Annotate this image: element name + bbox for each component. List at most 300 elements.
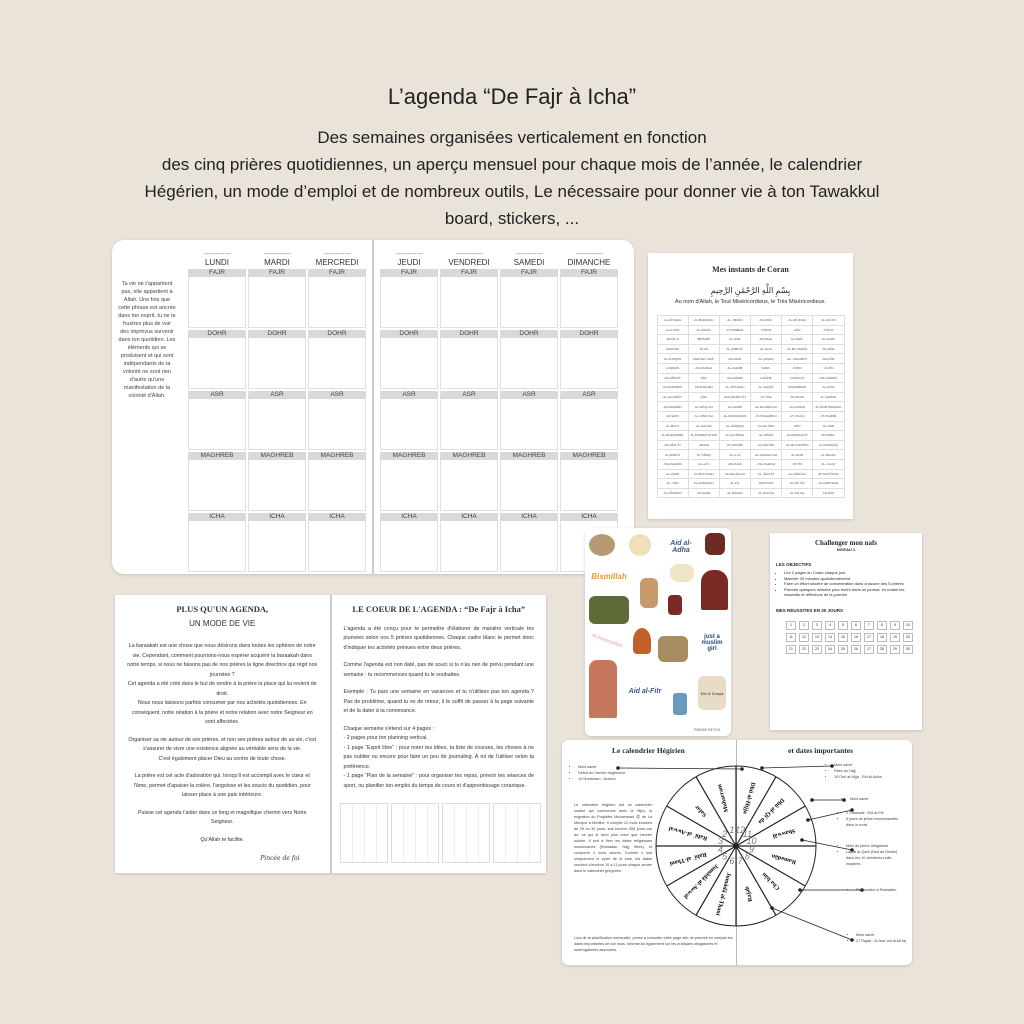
surah-cell[interactable]: MARYAM: [657, 344, 688, 354]
prayer-box[interactable]: [308, 460, 366, 511]
prayer-box[interactable]: [248, 399, 306, 450]
paragraph: Puisse cet agenda t'aider dans ce long et magnifique chemin vers Notre Seigneur.: [137, 809, 307, 825]
intro-title: PLUS QU'UN AGENDA,: [176, 604, 269, 614]
agenda-grid-left: [188, 252, 366, 572]
note: • Rites du Hajj: [834, 768, 898, 774]
prayer-box[interactable]: [188, 399, 246, 450]
month-number: 2: [722, 829, 728, 840]
prayer-box[interactable]: [380, 277, 438, 328]
quran-tracker-page: [648, 253, 853, 519]
prayer-slot: [308, 330, 366, 389]
day-box[interactable]: 7: [864, 621, 874, 630]
day-box[interactable]: 29: [890, 645, 900, 654]
surah-cell[interactable]: QURAYSH: [750, 479, 781, 489]
surah-cell[interactable]: AL-MUṬAFFIFĪN: [782, 440, 813, 450]
dates-title: et dates importantes: [788, 746, 853, 755]
prayer-box[interactable]: [500, 399, 558, 450]
surah-cell[interactable]: HŪD: [782, 325, 813, 335]
surah-cell[interactable]: AṬ-ṬŪR: [750, 392, 781, 402]
surah-cell[interactable]: ASH-SHUʿARĀʾ: [688, 354, 719, 364]
surah-cell[interactable]: AL-ʿANKABŪT: [782, 354, 813, 364]
day-label: SAMEDI: [513, 258, 545, 267]
surah-cell[interactable]: AT-TAWBAH: [719, 325, 750, 335]
surah-cell[interactable]: AL-GHĀSHIYAH: [750, 450, 781, 460]
day-box[interactable]: 12: [799, 633, 809, 642]
surah-cell[interactable]: AL-BAYYINAH: [688, 469, 719, 479]
leader-line: [762, 766, 832, 768]
day-box[interactable]: 22: [799, 645, 809, 654]
prayer-box[interactable]: [308, 277, 366, 328]
day-box[interactable]: 6: [851, 621, 861, 630]
paragraph: Chaque semaine s'étend sur 4 pages : - 2 pages pour ton planning vertical. - 1 page “Esprit libre” : pour noter tes idées, ta liste de courses, les choses à ne pas oublier ou encore pour faire un peu de journaling. À toi de l'utiliser selon ta préférence. - 1 page “Plan de la semaine” : pour organiser tes repas, prévoir tes séances de sport, ou planifier ton emploi du temps de cours et d'apprentissage coranique.: [343, 725, 534, 789]
surah-cell[interactable]: AL-INSHIQĀQ: [813, 440, 844, 450]
incense-burner-sticker: [633, 628, 651, 654]
day-box[interactable]: 5: [838, 621, 848, 630]
leader-dot: [770, 906, 774, 910]
month-number: 3: [718, 836, 724, 847]
day-box[interactable]: 15: [838, 633, 848, 642]
prayer-box[interactable]: [248, 460, 306, 511]
month-number: 8: [744, 851, 750, 862]
surah-cell[interactable]: GHĀFIR: [750, 373, 781, 383]
surah-cell[interactable]: AL-ISRĀʾ: [782, 335, 813, 345]
flower-sticker: [629, 534, 651, 556]
prayer-slot: [500, 391, 558, 450]
day-box[interactable]: 16: [851, 633, 861, 642]
surah-row: [657, 373, 844, 383]
paragraph: La prière est cet acte d'adoration qui, lorsqu'il est accompli avec le cœur et l'âme, permet d'apaiser la colère, l'angoisse et les soucis du quotidien, pour laisser place à une paix intérieure.: [133, 773, 311, 798]
prayer-slot: [380, 452, 438, 511]
surah-cell[interactable]: AL-ḤĀQQAH: [719, 421, 750, 431]
surah-cell[interactable]: AL-QIYĀMAH: [719, 431, 750, 441]
intro-subtitle: UN MODE DE VIE: [189, 618, 256, 628]
prayer-box[interactable]: [560, 460, 618, 511]
surah-cell[interactable]: MUḤAMMAD: [782, 383, 813, 393]
prayer-label: FAJR: [380, 269, 438, 277]
prayer-slot: [500, 513, 558, 572]
prayer-box[interactable]: [380, 460, 438, 511]
prayer-slot: [188, 452, 246, 511]
surah-cell[interactable]: AS-SAJDAH: [688, 363, 719, 373]
surah-cell[interactable]: AL-MUMTAḤANAH: [813, 402, 844, 412]
day-box[interactable]: 14: [825, 633, 835, 642]
day-box[interactable]: 27: [864, 645, 874, 654]
surah-cell[interactable]: AR-RAʿD: [657, 335, 688, 345]
surah-cell[interactable]: AL-AḤZĀB: [719, 363, 750, 373]
prayer-slot: [188, 330, 246, 389]
surah-cell[interactable]: AL-IKHLĀṢ: [750, 488, 781, 498]
surah-cell[interactable]: YŪNUS: [750, 325, 781, 335]
prayer-box[interactable]: [248, 277, 306, 328]
surah-cell[interactable]: AṢ-ṢĀFFĀT: [657, 373, 688, 383]
agenda-grid-right: [380, 252, 618, 572]
prayer-box[interactable]: [380, 399, 438, 450]
surah-cell[interactable]: AL-MULK: [657, 421, 688, 431]
day-box[interactable]: 25: [838, 645, 848, 654]
month-label: Jumâdâ al-Thani: [714, 871, 732, 916]
surah-cell[interactable]: AṬ-ṬĀRIQ: [688, 450, 719, 460]
prayer-label: FAJR: [440, 269, 498, 277]
surah-cell[interactable]: AL-MURSALĀT: [782, 431, 813, 441]
surah-cell[interactable]: AL-JUMUʿAH: [688, 411, 719, 421]
prayer-slot: [440, 269, 498, 328]
surah-row: [657, 383, 844, 393]
surah-cell[interactable]: IBRĀHĪM: [688, 335, 719, 345]
prayer-label: DOHR: [500, 330, 558, 338]
wheel-center: [733, 843, 739, 849]
prayer-slot: [308, 452, 366, 511]
surah-cell[interactable]: AL-MĀʾIDAH: [782, 316, 813, 326]
month-label: Rabîʿ al-Awwal: [668, 824, 709, 841]
surah-cell[interactable]: AL-MASAD: [719, 488, 750, 498]
prayer-box[interactable]: [440, 338, 498, 389]
surah-cell[interactable]: AL-FĀTIḤAH: [657, 316, 688, 326]
surah-cell[interactable]: AL-LAYL: [688, 459, 719, 469]
surah-cell[interactable]: AL-FALAQ: [782, 488, 813, 498]
surah-cell[interactable]: AL-KĀFIRŪN: [657, 488, 688, 498]
sticker-alhamdulillah: Al-Hamdulillah: [590, 632, 624, 650]
surah-cell[interactable]: ṢĀD: [688, 373, 719, 383]
leader-dot: [800, 838, 804, 842]
surah-row: [657, 335, 844, 345]
prayer-box[interactable]: [500, 277, 558, 328]
prayer-box[interactable]: [440, 399, 498, 450]
surah-cell[interactable]: AN-NAJM: [782, 392, 813, 402]
prayer-label: ICHA: [560, 513, 618, 521]
prayer-box[interactable]: [560, 338, 618, 389]
month-label: Muharram: [716, 783, 731, 813]
day-label: JEUDI: [397, 258, 421, 267]
prayer-label: ASR: [248, 391, 306, 399]
surah-cell[interactable]: AL-INSĀN: [750, 431, 781, 441]
prayer-label: ICHA: [248, 513, 306, 521]
sticker-sheet: [585, 528, 731, 736]
surah-cell[interactable]: AL-QAMAR: [813, 392, 844, 402]
agenda-quote: Ta vie ne t'appartient pas, elle appartient à Allah. Une fois que cette phrase est ancrée dans ton esprit, tu ne te frustres plus de voir des imprévus survenir dans ton quotidien. Les éléments qui se produisent et qui sont indépendants de ta volonté ne sont rien d'autre qu'une manifestation de la volonté d'Allah.: [118, 281, 176, 399]
surah-cell[interactable]: AL-FĪL: [719, 479, 750, 489]
thumbnail: [340, 803, 388, 863]
prayer-box[interactable]: [440, 521, 498, 572]
prayer-slot: [380, 269, 438, 328]
surah-cell[interactable]: AL-BAQARAH: [688, 316, 719, 326]
note: • Mois sacré: [856, 932, 906, 938]
surah-cell[interactable]: AṢ-ṢAFF: [657, 411, 688, 421]
day-box[interactable]: 2: [799, 621, 809, 630]
surah-cell[interactable]: ĀL-ʿIMRĀN: [719, 316, 750, 326]
prayer-slot: [188, 513, 246, 572]
surah-cell[interactable]: AL-ANBIYĀʾ: [719, 344, 750, 354]
surah-cell[interactable]: FĀṬIR: [782, 363, 813, 373]
day-box[interactable]: 13: [812, 633, 822, 642]
surah-cell[interactable]: AN-NŪR: [813, 344, 844, 354]
day-date-line: - - - - - - - - - - - -: [455, 251, 483, 258]
day-box[interactable]: 8: [877, 621, 887, 630]
day-box[interactable]: 20: [903, 633, 913, 642]
prayer-label: FAJR: [248, 269, 306, 277]
day-box[interactable]: 19: [890, 633, 900, 642]
day-box[interactable]: 24: [825, 645, 835, 654]
day-column: [308, 252, 366, 572]
day-box[interactable]: 21: [786, 645, 796, 654]
day-label: MARDI: [264, 258, 290, 267]
prayer-label: ASR: [560, 391, 618, 399]
calendar-outro: Lors de ta planification mensuelle, pense à consulter cette page afin de prendre en compte les dates importantes de ton mois. Informe-toi également sur les pratiques obligatoires et surérogatoires associées.: [574, 936, 733, 952]
surah-cell[interactable]: AL-ANFĀL: [688, 325, 719, 335]
surah-cell[interactable]: YŪSUF: [813, 325, 844, 335]
surah-cell[interactable]: AL-QADR: [657, 469, 688, 479]
surah-cell[interactable]: AL-ḤADĪD: [719, 402, 750, 412]
day-box[interactable]: 30: [903, 645, 913, 654]
day-box[interactable]: 26: [851, 645, 861, 654]
day-box[interactable]: 28: [877, 645, 887, 654]
surah-cell[interactable]: AT-TĪN: [782, 459, 813, 469]
prayer-slot: [308, 513, 366, 572]
surah-cell[interactable]: AL-AḤQĀF: [750, 383, 781, 393]
surah-cell[interactable]: AL-ANʿĀM: [813, 316, 844, 326]
prayer-label: MAGHREB: [500, 452, 558, 460]
surah-cell[interactable]: AT-TAḤRĪM: [813, 411, 844, 421]
surah-cell[interactable]: AL-JĀTHIYAH: [719, 383, 750, 393]
surah-cell[interactable]: AN-NAḤL: [750, 335, 781, 345]
surah-cell[interactable]: AL-KAWTHAR: [813, 479, 844, 489]
prayer-slot: [440, 330, 498, 389]
surah-row: [657, 479, 844, 489]
basmala: بِسْمِ اللَّهِ الرَّحْمَٰنِ الرَّحِيمِ: [710, 286, 791, 295]
surah-cell[interactable]: AL-FAJR: [782, 450, 813, 460]
prayer-box[interactable]: [500, 460, 558, 511]
hijri-calendar-page: [562, 740, 912, 965]
prayer-slot: [248, 391, 306, 450]
prayer-box[interactable]: [308, 399, 366, 450]
prayer-slot: [380, 391, 438, 450]
prayer-box[interactable]: [188, 460, 246, 511]
surah-cell[interactable]: AD-DUKHĀN: [688, 383, 719, 393]
paragraph: Organiser sa vie autour de ses prières, et non ses prières autour de sa vie, c'est s'assurer de vivre une existence alignée au véritable sens de la vie. C'est également placer Dieu au centre de toute chose.: [128, 736, 317, 762]
surah-cell[interactable]: AR-RAḤMĀN: [657, 402, 688, 412]
day-date-line: - - - - - - - - - - - -: [575, 251, 603, 258]
day-box[interactable]: 10: [903, 621, 913, 630]
challenge-level: NIVEAU 1: [836, 547, 856, 552]
surah-cell[interactable]: AL-HUMAZAH: [688, 479, 719, 489]
surah-cell[interactable]: AN-NAṢR: [688, 488, 719, 498]
prayer-label: FAJR: [560, 269, 618, 277]
surah-cell[interactable]: AL-INFIṬĀR: [750, 440, 781, 450]
thumbnail: [391, 803, 439, 863]
surah-cell[interactable]: AḌ-ḌUḤĀ: [719, 459, 750, 469]
surah-cell[interactable]: NŪḤ: [782, 421, 813, 431]
month-label: Jumâdâ al-Awwal: [682, 862, 720, 900]
month-number: 6: [729, 855, 735, 866]
surah-cell[interactable]: SABAʾ: [750, 363, 781, 373]
surah-row: [657, 450, 844, 460]
day-date-line: - - - - - - - - - - - -: [515, 251, 543, 258]
surah-cell[interactable]: ASH-SHŪRĀ: [813, 373, 844, 383]
objective: • Faire un effort sincère de concentration dans chacune des 5 prières: [784, 581, 916, 587]
prayer-box[interactable]: [560, 399, 618, 450]
prayer-box[interactable]: [560, 277, 618, 328]
prayer-box[interactable]: [188, 521, 246, 572]
surah-cell[interactable]: AN-NĀZIʿĀT: [657, 440, 688, 450]
surah-cell[interactable]: YĀ-SĪN: [813, 363, 844, 373]
surah-cell[interactable]: AL-KAHF: [813, 335, 844, 345]
prayer-box[interactable]: [500, 338, 558, 389]
prayer-label: FAJR: [308, 269, 366, 277]
surah-cell[interactable]: AN-NABAʾ: [813, 431, 844, 441]
surah-cell[interactable]: AL-AʿRĀF: [657, 325, 688, 335]
surah-cell[interactable]: AL-FURQĀN: [657, 354, 688, 364]
month-label: Safar: [694, 803, 709, 818]
surah-cell[interactable]: AL-ʿAṢR: [657, 479, 688, 489]
day-box[interactable]: 3: [812, 621, 822, 630]
prayer-box[interactable]: [308, 338, 366, 389]
prayer-box[interactable]: [440, 460, 498, 511]
prayer-box[interactable]: [380, 338, 438, 389]
prayer-slot: [248, 269, 306, 328]
prayer-slot: [308, 391, 366, 450]
surah-cell[interactable]: AL-MUDDATHTHIR: [688, 431, 719, 441]
surah-table: [657, 315, 845, 498]
surah-cell[interactable]: AL-ḤAJJ: [750, 344, 781, 354]
prayer-slot: [560, 330, 618, 389]
month-number: 4: [718, 844, 724, 855]
leader-dot: [806, 818, 810, 822]
surah-cell[interactable]: AL-WĀQIʿAH: [688, 402, 719, 412]
surah-cell[interactable]: AL-ḤASHR: [782, 402, 813, 412]
month-number: 9: [748, 844, 754, 855]
surah-cell[interactable]: AL-BALAD: [813, 450, 844, 460]
prayer-label: ICHA: [308, 513, 366, 521]
surah-cell[interactable]: ADH-DHĀRIYĀT: [719, 392, 750, 402]
surah-cell[interactable]: FUṢṢILAT: [782, 373, 813, 383]
day-box[interactable]: 11: [786, 633, 796, 642]
surah-cell[interactable]: AT-TAKĀTHUR: [813, 469, 844, 479]
surah-cell[interactable]: AL-QAṢAṢ: [750, 354, 781, 364]
surah-cell[interactable]: AL-MUNĀFIQŪN: [719, 411, 750, 421]
surah-row: [657, 421, 844, 431]
surah-cell[interactable]: AL-ḤUJURĀT: [657, 392, 688, 402]
prayer-slot: [440, 513, 498, 572]
surah-cell[interactable]: AN-NISĀʾ: [750, 316, 781, 326]
prayer-slot: [500, 452, 558, 511]
prayer-box[interactable]: [380, 521, 438, 572]
challenge-page: [770, 533, 922, 730]
surah-cell[interactable]: AZ-ZALZALAH: [719, 469, 750, 479]
day-column: [560, 252, 618, 572]
note: • Laylat al-Qadr (Nuit du Destin) dans les 10 dernières nuits impaires: [846, 849, 906, 867]
surah-cell[interactable]: AṬ-ṬALĀQ: [782, 411, 813, 421]
surah-cell[interactable]: AL-ḤIJR: [719, 335, 750, 345]
prayer-box[interactable]: [308, 521, 366, 572]
calendar-title: Le calendrier Hégirien: [612, 746, 685, 755]
day-box[interactable]: 4: [825, 621, 835, 630]
surah-cell[interactable]: AR-RŪM: [813, 354, 844, 364]
month-label: Dhû al-Hijja: [741, 781, 756, 815]
surah-cell[interactable]: AL-BURŪJ: [657, 450, 688, 460]
surah-cell[interactable]: QĀF: [688, 392, 719, 402]
prayer-slot: [188, 391, 246, 450]
surah-cell[interactable]: AL-MUZZAMMIL: [657, 431, 688, 441]
surah-cell[interactable]: LUQMĀN: [657, 363, 688, 373]
surah-cell[interactable]: AL-ʿALAQ: [813, 459, 844, 469]
surah-row: [657, 459, 844, 469]
surah-cell[interactable]: AL-FATḤ: [813, 383, 844, 393]
prayer-label: ICHA: [500, 513, 558, 521]
prayer-slot: [560, 269, 618, 328]
surah-cell[interactable]: AL-AʿLĀ: [719, 450, 750, 460]
note: • Mois de jeûne obligatoire: [846, 843, 906, 849]
thumbnail: [442, 803, 490, 863]
surah-cell[interactable]: AN-NAML: [719, 354, 750, 364]
note: • Mois sacré: [578, 764, 652, 770]
prayer-box[interactable]: [188, 277, 246, 328]
prayer-slot: [248, 513, 306, 572]
day-box[interactable]: 23: [812, 645, 822, 654]
agenda-right-page: [374, 240, 634, 574]
surah-cell[interactable]: AL-MAʿĀRIJ: [750, 421, 781, 431]
prayer-label: MAGHREB: [188, 452, 246, 460]
leader-line: [772, 908, 852, 940]
day-box[interactable]: 18: [877, 633, 887, 642]
surah-cell[interactable]: AT-TAGHĀBUN: [750, 411, 781, 421]
surah-cell[interactable]: AT-TAKWĪR: [719, 440, 750, 450]
surah-row: [657, 431, 844, 441]
objective: • Prendre quelques minutes pour écrire dans un journal, en notant les ressentis et réflexions de la journée: [784, 587, 916, 598]
prayer-box[interactable]: [188, 338, 246, 389]
prayer-box[interactable]: [440, 277, 498, 328]
signature: Pincée de foi: [260, 854, 300, 862]
prayer-box[interactable]: [500, 521, 558, 572]
surah-cell[interactable]: AL-JINN: [813, 421, 844, 431]
surah-row: [657, 363, 844, 373]
mat-sticker: [589, 596, 629, 624]
surah-cell[interactable]: AL-QALAM: [688, 421, 719, 431]
basmala-translation: Au nom d'Allah, le Tout Miséricordieux, le Très Miséricordieux.: [674, 299, 827, 305]
quran-title: Mes instants de Coran: [712, 265, 789, 274]
surah-cell[interactable]: AL-ʿĀDIYĀT: [750, 469, 781, 479]
leader-dot: [760, 766, 764, 770]
iced-coffee-sticker: [640, 578, 658, 608]
surah-row: [657, 344, 844, 354]
intro-right-page: [332, 595, 547, 873]
surah-row: [657, 392, 844, 402]
day-box[interactable]: 1: [786, 621, 796, 630]
surah-cell[interactable]: AL-MĀʿŪN: [782, 479, 813, 489]
surah-cell[interactable]: AL-MUʾMINŪN: [782, 344, 813, 354]
month-label: Chaʿbân: [761, 870, 782, 891]
surah-cell[interactable]: AZ-ZUMAR: [719, 373, 750, 383]
surah-cell[interactable]: AZ-ZUKHRUF: [657, 383, 688, 393]
surah-cell[interactable]: ṬĀ-HĀ: [688, 344, 719, 354]
sheep-sticker: [670, 564, 694, 582]
prayer-box[interactable]: [248, 338, 306, 389]
day-column: [440, 252, 498, 572]
page-title: L’agenda “De Fajr à Icha”: [387, 84, 637, 109]
surah-cell[interactable]: ʿABASA: [688, 440, 719, 450]
prayer-label: ASR: [308, 391, 366, 399]
day-box[interactable]: 17: [864, 633, 874, 642]
surah-cell[interactable]: ASH-SHARḤ: [750, 459, 781, 469]
surah-cell[interactable]: AN-NĀS: [813, 488, 844, 498]
day-date-line: - - - - - - - - - - - -: [323, 251, 351, 258]
month-number: 10: [746, 836, 757, 847]
surah-cell[interactable]: ASH-SHAMS: [657, 459, 688, 469]
sticker-bismillah: Bismillah: [591, 571, 627, 581]
surah-cell[interactable]: AL-QĀRIʿAH: [782, 469, 813, 479]
success-title: MES RÉUSSITES EN 30 JOURS: [776, 607, 844, 613]
day-box[interactable]: 9: [890, 621, 900, 630]
surah-cell[interactable]: AL-MUJĀDILAH: [750, 402, 781, 412]
prayer-box[interactable]: [248, 521, 306, 572]
